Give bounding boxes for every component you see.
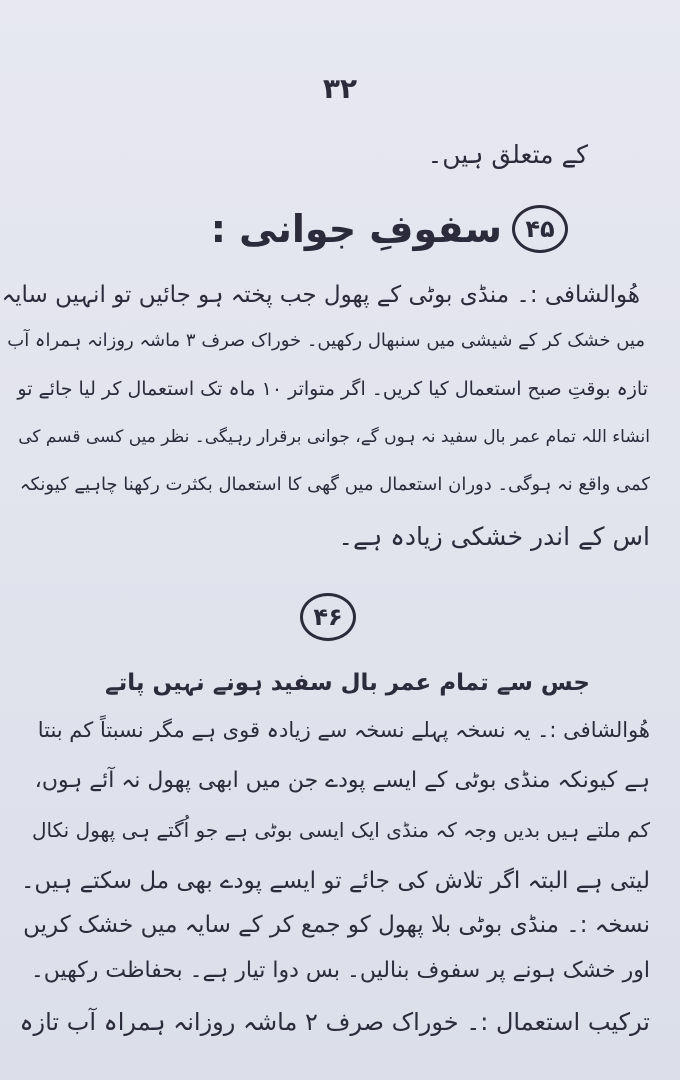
text-line-11: کم ملتے ہیں بدیں وجہ کہ منڈی ایک ایسی بوٹی ہے جو اُگتے ہی پھول نکال (31, 818, 650, 842)
text-line-6: کمی واقع نہ ہوگی۔ دوران استعمال میں گھی کا استعمال بکثرت رکھنا چاہیے کیونکہ (19, 474, 650, 495)
text-line-14: اور خشک ہونے پر سفوف بنالیں۔ بس دوا تیار ہے۔ بحفاظت رکھیں۔ (30, 958, 650, 983)
text-line-5: انشاء اللہ تمام عمر بال سفید نہ ہوں گے، جوانی برقرار رہیگی۔ نظر میں کسی قسم کی (18, 427, 650, 447)
text-line-3: میں خشک کر کے شیشی میں سنبھال رکھیں۔ خوراک صرف ۳ ماشہ روزانہ ہمراہ آب (7, 330, 645, 351)
section-number-badge: ۴۵ (512, 205, 568, 253)
section-heading-46 (300, 593, 356, 641)
text-line-1: کے متعلق ہیں۔ (427, 140, 588, 169)
text-line-9: ھُوالشافی :۔ یہ نسخہ پہلے نسخہ سے زیادہ قوی ہے مگر نسبتاً کم بنتا (37, 718, 650, 742)
section-subtitle: جس سے تمام عمر بال سفید ہونے نہیں پاتے (105, 670, 590, 696)
text-line-4: تازہ بوقتِ صبح استعمال کیا کریں۔ اگر متواتر ۱۰ ماہ تک استعمال کر لیا جائے تو (17, 378, 648, 400)
text-line-2: ھُوالشافی :۔ منڈی بوٹی کے پھول جب پختہ ہو جائیں تو انہیں سایہ (1, 282, 640, 308)
text-line-13: نسخہ :۔ منڈی بوٹی بلا پھول کو جمع کر کے سایہ میں خشک کریں (23, 912, 650, 938)
page-number: ۳۲ (322, 72, 358, 105)
text-line-15: ترکیب استعمال :۔ خوراک صرف ۲ ماشہ روزانہ ہمراہ آب تازہ (19, 1008, 650, 1036)
text-line-12: لیتی ہے البتہ اگر تلاش کی جائے تو ایسے پودے بھی مل سکتے ہیں۔ (20, 868, 650, 894)
section-heading-45 (211, 205, 568, 253)
text-line-10: ہے کیونکہ منڈی بوٹی کے ایسے پودے جن میں ابھی پھول نہ آئے ہوں، (34, 768, 650, 793)
section-number-badge: ۴۶ (300, 593, 356, 641)
section-title: سفوفِ جوانی : (210, 207, 502, 251)
text-line-7: اس کے اندر خشکی زیادہ ہے۔ (338, 522, 650, 551)
